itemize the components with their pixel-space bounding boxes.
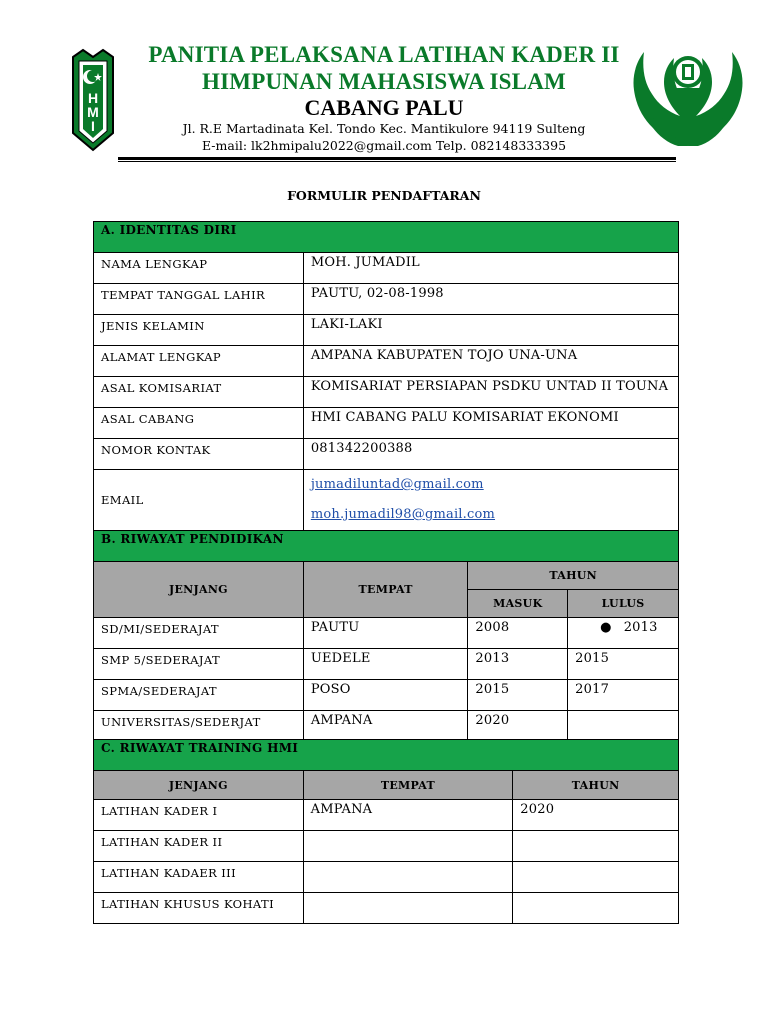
training-level: LATIHAN KADER II (94, 831, 304, 862)
identity-row (94, 315, 679, 346)
training-col-place: TEMPAT (303, 771, 513, 800)
education-level: SD/MI/SEDERAJAT (94, 618, 304, 649)
training-level: LATIHAN KHUSUS KOHATI (94, 893, 304, 924)
education-grad: 2015 (568, 649, 679, 680)
identity-label: ASAL KOMISARIAT (94, 377, 304, 408)
training-level: LATIHAN KADAER III (94, 862, 304, 893)
header-committee: PANITIA PELAKSANA LATIHAN KADER II (148, 42, 620, 67)
header-divider-thin (118, 161, 676, 162)
training-year (513, 893, 679, 924)
training-row (94, 800, 679, 831)
section-c-header-row (94, 740, 679, 771)
education-grad (568, 618, 679, 649)
education-level: SPMA/SEDERAJAT (94, 680, 304, 711)
logo-text-i: I (91, 118, 95, 134)
training-header-row (94, 771, 679, 800)
header-contact: E-mail: lk2hmipalu2022@gmail.com Telp. 082148333395 (201, 138, 567, 153)
training-table (93, 739, 679, 924)
identity-label: ASAL CABANG (94, 408, 304, 439)
education-place: PAUTU (303, 618, 468, 649)
section-a-header-row (94, 222, 679, 253)
identity-value: PAUTU, 02-08-1998 (303, 284, 678, 315)
identity-row (94, 284, 679, 315)
form-title: FORMULIR PENDAFTARAN (287, 188, 481, 203)
identity-label: JENIS KELAMIN (94, 315, 304, 346)
header-branch: CABANG PALU (304, 95, 464, 120)
education-level: UNIVERSITAS/SEDERJAT (94, 711, 304, 742)
education-entry: 2020 (468, 711, 568, 742)
header-address: Jl. R.E Martadinata Kel. Tondo Kec. Mantikulore 94119 Sulteng (182, 121, 586, 136)
identity-row (94, 377, 679, 408)
education-col-level: JENJANG (94, 562, 304, 618)
identity-value: KOMISARIAT PERSIAPAN PSDKU UNTAD II TOUNA (303, 377, 678, 408)
header-divider (118, 157, 676, 160)
identity-value: MOH. JUMADIL (303, 253, 678, 284)
training-place (303, 831, 513, 862)
training-col-year: TAHUN (513, 771, 679, 800)
identity-label: NOMOR KONTAK (94, 439, 304, 470)
training-year (513, 862, 679, 893)
education-row (94, 680, 679, 711)
identity-row (94, 346, 679, 377)
header-organization: HIMPUNAN MAHASISWA ISLAM (202, 69, 566, 94)
identity-row (94, 253, 679, 284)
email-values (303, 470, 678, 531)
identity-label: TEMPAT TANGGAL LAHIR (94, 284, 304, 315)
email-link-secondary[interactable]: moh.jumadil98@gmail.com (310, 507, 496, 522)
section-b-title: B. RIWAYAT PENDIDIKAN (94, 531, 679, 562)
training-col-level: JENJANG (94, 771, 304, 800)
section-b-header-row (94, 531, 679, 562)
email-label: EMAIL (94, 470, 304, 531)
education-col-place: TEMPAT (303, 562, 468, 618)
training-place (303, 862, 513, 893)
education-place: AMPANA (303, 711, 468, 742)
training-row (94, 893, 679, 924)
education-row (94, 649, 679, 680)
hmi-logo-left (70, 47, 116, 153)
education-entry: 2008 (468, 618, 568, 649)
logo-text-h: H (87, 90, 99, 106)
bullet-glyph: ● (600, 620, 612, 635)
education-entry: 2013 (468, 649, 568, 680)
identity-label: ALAMAT LENGKAP (94, 346, 304, 377)
email-link-primary[interactable]: jumadiluntad@gmail.com (310, 477, 484, 492)
education-row (94, 618, 679, 649)
email-row (94, 470, 679, 531)
identity-value: LAKI-LAKI (303, 315, 678, 346)
education-grad-value: 2013 (623, 620, 658, 635)
education-place: POSO (303, 680, 468, 711)
identity-value: 081342200388 (303, 439, 678, 470)
identity-label: NAMA LENGKAP (94, 253, 304, 284)
education-row (94, 711, 679, 742)
logo-text-m: M (87, 104, 99, 120)
education-entry: 2015 (468, 680, 568, 711)
education-col-grad: LULUS (568, 590, 679, 618)
training-place: AMPANA (303, 800, 513, 831)
education-col-entry: MASUK (468, 590, 568, 618)
training-level: LATIHAN KADER I (94, 800, 304, 831)
education-col-year: TAHUN (468, 562, 679, 590)
training-row (94, 831, 679, 862)
identity-value: HMI CABANG PALU KOMISARIAT EKONOMI (303, 408, 678, 439)
training-year (513, 831, 679, 862)
identity-value: AMPANA KABUPATEN TOJO UNA-UNA (303, 346, 678, 377)
education-place: UEDELE (303, 649, 468, 680)
training-place (303, 893, 513, 924)
section-a-title: A. IDENTITAS DIRI (94, 222, 679, 253)
lk2-logo-right (630, 42, 746, 152)
section-c-title: C. RIWAYAT TRAINING HMI (94, 740, 679, 771)
education-level: SMP 5/SEDERAJAT (94, 649, 304, 680)
education-header-row (94, 562, 679, 590)
registration-table (93, 221, 679, 742)
education-grad: 2017 (568, 680, 679, 711)
education-grad (568, 711, 679, 742)
training-year: 2020 (513, 800, 679, 831)
identity-row (94, 408, 679, 439)
training-row (94, 862, 679, 893)
identity-row (94, 439, 679, 470)
